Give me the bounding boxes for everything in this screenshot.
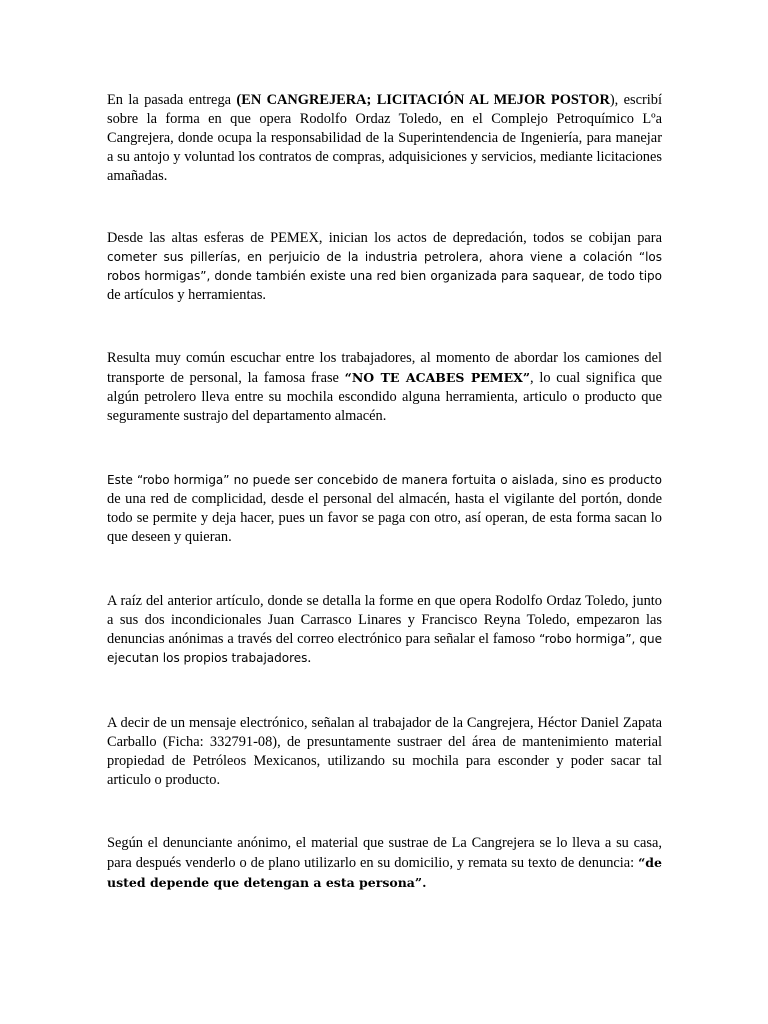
paragraph-2-end: de artículos y herramientas.: [107, 287, 267, 303]
paragraph-4: [107, 471, 662, 547]
paragraph-4-body: de una red de complicidad, desde el personal del almacén, hasta el vigilante del portón, donde todo se permite y deja hacer, pues un favor se paga con otro, así operan, de esta forma sacan lo que deseen y quieran.: [107, 491, 662, 545]
paragraph-4-intro: Este “robo hormiga” no puede ser concebido de manera fortuita o aislada, sino es producto: [107, 473, 662, 487]
paragraph-2-intro: Desde las altas esferas de PEMEX, inician los actos de depredación, todos se cobijan para: [107, 230, 662, 246]
paragraph-6: [107, 714, 662, 790]
paragraph-2-quote: cometer sus pillerías, en perjuicio de la industria petrolera, ahora viene a colación “los robos hormigas”, donde también existe una red bien organizada para saquear, de todo tipo: [107, 250, 662, 283]
paragraph-6-body: A decir de un mensaje electrónico, señalan al trabajador de la Cangrejera, Héctor Daniel Zapata Carballo (Ficha: 332791-08), de presuntamente sustraer del área de mantenimiento material propiedad de Petróleos Mexicanos, utilizando su mochila para esconder y poder sacar tal articulo o producto.: [107, 715, 662, 788]
paragraph-1-intro: En la pasada entrega: [107, 92, 237, 108]
famous-phrase: “NO TE ACABES PEMEX”: [344, 370, 531, 385]
paragraph-5-end: .: [307, 650, 312, 666]
paragraph-5-quote: “robo hormiga”, que ejecutan los propios trabajadores: [107, 632, 663, 665]
paragraph-3-intro: Resulta muy común escuchar entre los trabajadores, al momento de abordar los camiones del transporte de personal, la famosa frase: [107, 350, 662, 386]
paragraph-5: [107, 592, 662, 668]
paragraph-7: [107, 834, 662, 893]
paragraph-1-body: ), escribí sobre la forma en que opera Rodolfo Ordaz Toledo, en el Complejo Petroquímico Lºa Cangrejera, donde ocupa la responsabilidad de la Superintendencia de Ingeniería, para manejar a su antojo y voluntad los contratos de compras, adquisiciones y servicios, mediante licitaciones amañadas.: [107, 92, 662, 184]
previous-article-title: (EN CANGREJERA; LICITACIÓN AL MEJOR POSTOR: [236, 92, 610, 108]
paragraph-1: [107, 91, 662, 186]
paragraph-7-intro: Según el denunciante anónimo, el material que sustrae de La Cangrejera se lo lleva a su casa, para después venderlo o de plano utilizarlo en su domicilio, y remata su texto de denuncia:: [107, 835, 662, 871]
paragraph-3-body: , lo cual significa que algún petrolero lleva entre su mochila escondido alguna herramienta, articulo o producto que seguramente sustrajo del departamento almacén.: [107, 370, 662, 424]
paragraph-3: [107, 349, 662, 426]
paragraph-2: [107, 229, 662, 305]
paragraph-5-intro: A raíz del anterior artículo, donde se detalla la forme en que opera Rodolfo Ordaz Toledo, junto a sus dos incondicionales Juan Carrasco Linares y Francisco Reyna Toledo, empezaron las denuncias anónimas a través del correo electrónico para señalar el famoso: [107, 593, 662, 647]
closing-quote: “de usted depende que detengan a esta persona”.: [107, 855, 662, 890]
